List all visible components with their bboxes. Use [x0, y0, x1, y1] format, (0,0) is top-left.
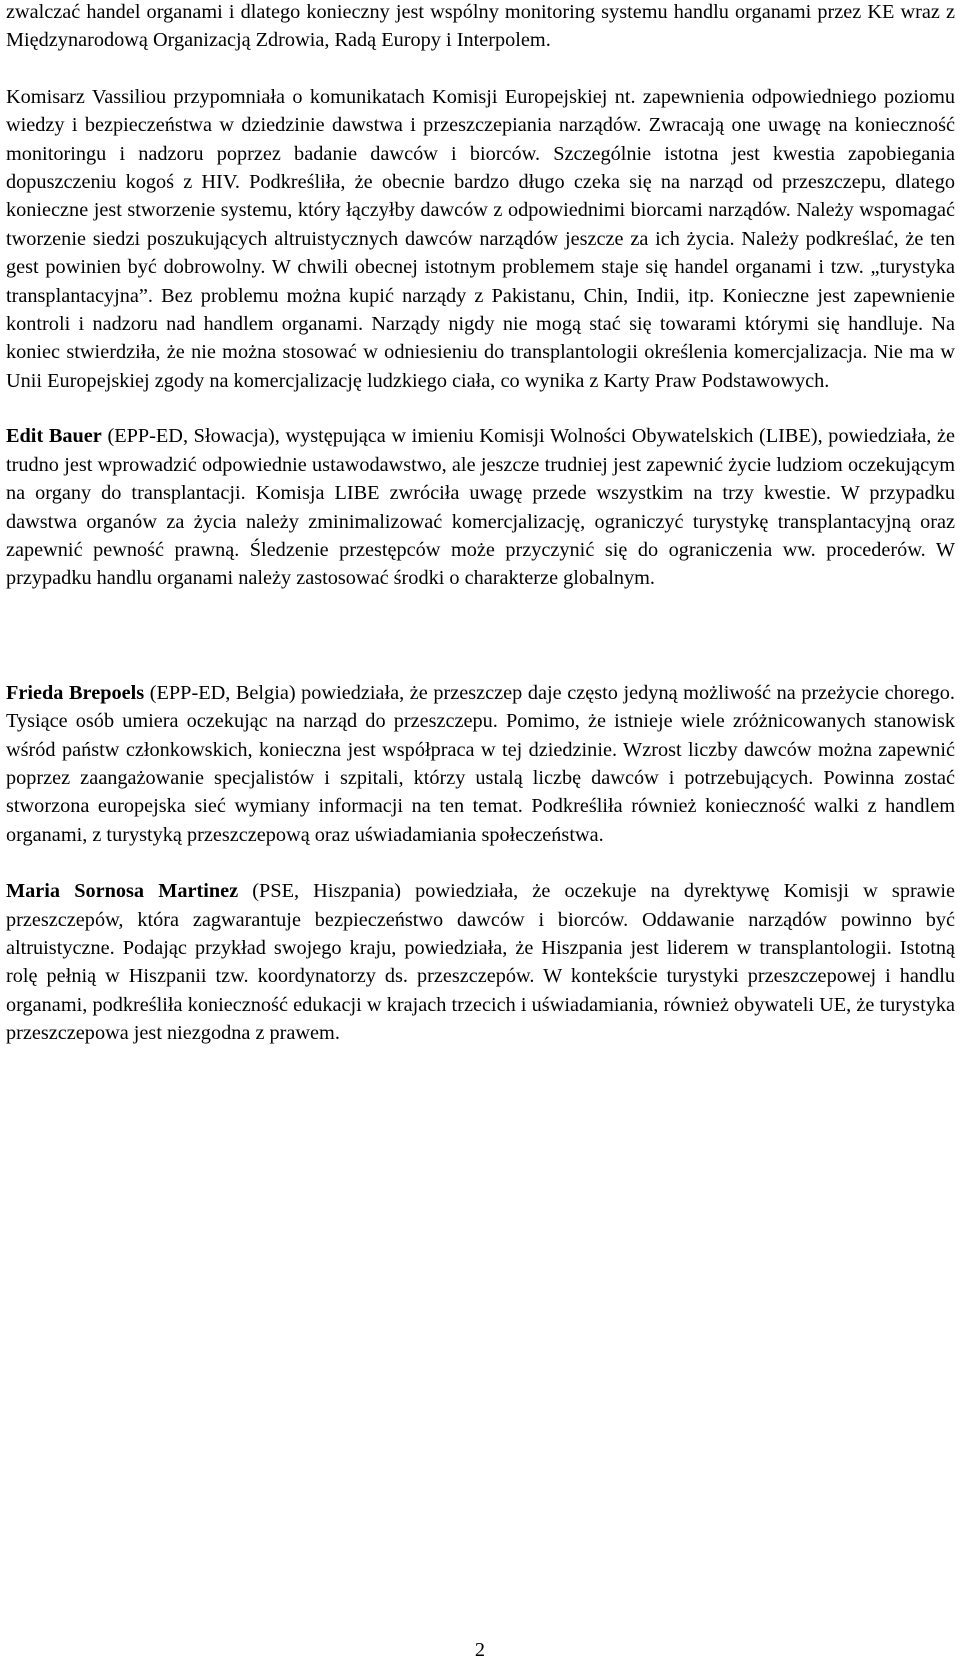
paragraph-edit-bauer [6, 422, 955, 592]
speaker-name: Edit Bauer [6, 425, 102, 448]
paragraph-maria-sornosa-martinez [6, 877, 955, 1047]
paragraph-text: (PSE, Hiszpania) powiedziała, że oczekuje na dyrektywę Komisji w sprawie przeszczepów, która zagwarantuje bezpieczeństwo dawców i biorców. Oddawanie narządów powinno być altruistyczne. Podając przykład swojego kraju, powiedziała, że Hiszpania jest liderem w transplantologii. Istotną rolę pełnią w Hiszpanii tzw. koordynatorzy ds. przeszczepów. W kontekście turystyki przeszczepowej i handlu organami, podkreśliła konieczność edukacji w krajach trzecich i uświadamiania, również obywateli UE, że turystyka przeszczepowa jest niezgodna z prawem. [6, 880, 955, 1045]
paragraph-text: (EPP-ED, Słowacja), występująca w imieniu Komisji Wolności Obywatelskich (LIBE), powiedziała, że trudno jest wprowadzić odpowiednie ustawodawstwo, ale jeszcze trudniej jest zapewnić życie ludziom oczekującym na organy do transplantacji. Komisja LIBE zwróciła uwagę przede wszystkim na trzy kwestie. W przypadku dawstwa organów za życia należy zminimalizować komercjalizację, ograniczyć turystykę transplantacyjną oraz zapewnić pewność prawną. Śledzenie przestępców może przyczynić się do ograniczenia ww. procederów. W przypadku handlu organami należy zastosować środki o charakterze globalnym. [6, 425, 956, 590]
paragraph-frieda-brepoels [6, 679, 955, 849]
page-number: 2 [474, 1639, 486, 1661]
speaker-name: Maria Sornosa Martinez [6, 880, 239, 903]
paragraph-commissioner-vassiliou: Komisarz Vassiliou przypomniała o komunikatach Komisji Europejskiej nt. zapewnienia odpowiedniego poziomu wiedzy i bezpieczeństwa w dziedzinie dawstwa i przeszczepiania narządów. Zwracają one uwagę na konieczność monitoringu i nadzoru poprzez badanie dawców i biorców. Szczególnie istotna jest kwestia zapobiegania dopuszczeniu kogoś z HIV. Podkreśliła, że obecnie bardzo długo czeka się na narząd od przeszczepu, dlatego konieczne jest stworzenie systemu, który łączyłby dawców z odpowiednimi biorcami narządów. Należy wspomagać tworzenie siedzi poszukujących altruistycznych dawców narządów jeszcze za ich życia. Należy podkreślać, że ten gest powinien być dobrowolny. W chwili obecnej istotnym problemem staje się handel organami i tzw. „turystyka transplantacyjna”. Bez problemu można kupić narządy z Pakistanu, Chin, Indii, itp. Konieczne jest zapewnienie kontroli i nadzoru nad handlem organami. Narządy nigdy nie mogą stać się towarami którymi się handluje. Na koniec stwierdziła, że nie można stosować w odniesieniu do transplantologii określenia komercjalizacja. Nie ma w Unii Europejskiej zgody na komercjalizację ludzkiego ciała, co wynika z Karty Praw Podstawowych. [6, 85, 955, 392]
paragraph-continuation: zwalczać handel organami i dlatego konieczny jest wspólny monitoring systemu handlu organami przez KE wraz z Międzynarodową Organizacją Zdrowia, Radą Europy i Interpolem. [6, 1, 955, 52]
speaker-name: Frieda Brepoels [6, 681, 145, 704]
paragraph-text: (EPP-ED, Belgia) powiedziała, że przeszczep daje często jedyną możliwość na przeżycie chorego. Tysiące osób umiera oczekując na narząd do przeszczepu. Pomimo, że istnieje wiele zróżnicowanych stanowisk wśród państw członkowskich, konieczna jest współpraca w tej dziedzinie. Wzrost liczby dawców można zapewnić poprzez zaangażowanie specjalistów i szpitali, którzy ustalą liczbę dawców i potrzebujących. Powinna zostać stworzona europejska sieć wymiany informacji na ten temat. Podkreśliła również konieczność walki z handlem organami, z turystyką przeszczepową oraz uświadamiania społeczeństwa. [6, 681, 955, 846]
document-page [6, 0, 955, 1048]
